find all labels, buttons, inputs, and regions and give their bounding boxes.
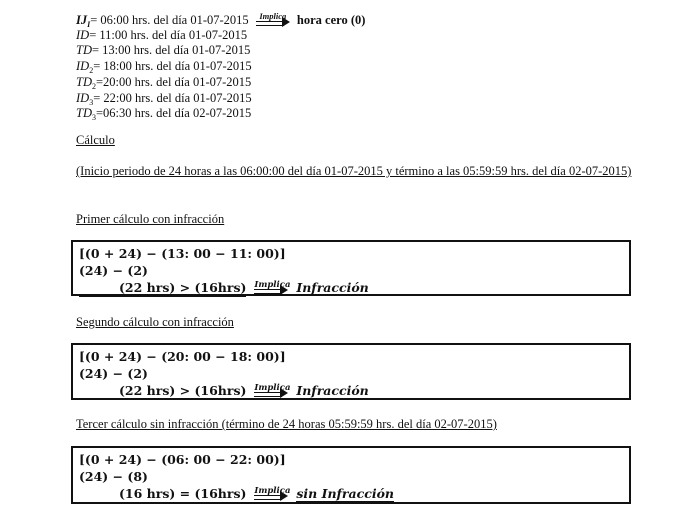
calc3-result: sin Infracción [296, 486, 394, 501]
time-symbol: ID [76, 59, 90, 73]
calc3-heading: Tercer cálculo sin infracción (término de 24 horas 05:59:59 hrs. del día 02-07-2015) [76, 417, 497, 431]
calc2-line3 [79, 382, 623, 400]
calc3-lhs: (16 hrs) = (16hrs) [79, 485, 246, 503]
time-value: =20:00 hrs. del día 01-07-2015 [95, 75, 252, 89]
calc2-box [71, 343, 631, 400]
periodo-paragraph: (Inicio periodo de 24 horas a las 06:00:00 del día 01-07-2015 y término a las 05:59:59 hrs. del día 02-07-2015) [76, 164, 632, 178]
calc2-result: Infracción [296, 383, 369, 398]
calc2-line2: (24) − (2) [79, 366, 148, 381]
arrow-label: Implica [259, 11, 287, 22]
time-symbol: ID [76, 28, 90, 42]
calc1-box [71, 240, 631, 296]
calc2-lhs: (22 hrs) > (16hrs) [79, 382, 246, 400]
calc1-result: Infracción [296, 280, 369, 295]
time-value: = 11:00 hrs. del día 01-07-2015 [89, 28, 248, 42]
time-line-td [76, 43, 250, 58]
arrow-label: Implica [254, 279, 291, 290]
time-value: = 18:00 hrs. del día 01-07-2015 [93, 59, 252, 73]
time-line-id [76, 28, 247, 43]
time-value: =06:30 hrs. del día 02-07-2015 [95, 106, 252, 120]
calc1-heading: Primer cálculo con infracción [76, 212, 225, 226]
time-subscript: I [87, 20, 91, 29]
calc2-heading: Segundo cálculo con infracción [76, 315, 234, 329]
time-subscript: 3 [89, 98, 94, 107]
implies-arrow [254, 382, 291, 399]
implies-arrow [254, 485, 291, 502]
time-subscript: 3 [91, 113, 96, 122]
calc3-line1: [(0 + 24) − (06: 00 − 22: 00)] [79, 452, 286, 467]
calculo-heading: Cálculo [76, 133, 115, 147]
arrow-label: Implica [254, 382, 291, 393]
calc2-line1: [(0 + 24) − (20: 00 − 18: 00)] [79, 349, 286, 364]
calc3-line2: (24) − (8) [79, 469, 148, 484]
calc1-line2: (24) − (2) [79, 263, 148, 278]
time-value: = 13:00 hrs. del día 01-07-2015 [91, 43, 251, 57]
time-symbol: TD [76, 75, 92, 89]
implies-arrow [254, 279, 291, 296]
calc1-line1: [(0 + 24) − (13: 00 − 11: 00)] [79, 246, 286, 261]
calc1-line3 [79, 279, 623, 297]
time-symbol: TD [76, 106, 92, 120]
time-subscript: 2 [89, 66, 94, 75]
calc3-box [71, 446, 631, 504]
calc1-lhs: (22 hrs) > (16hrs) [79, 279, 246, 297]
time-symbol: ID [76, 91, 90, 105]
calc3-line3 [79, 485, 623, 503]
arrow-label: Implica [254, 485, 291, 496]
implies-arrow [256, 11, 290, 28]
time-value: = 22:00 hrs. del día 01-07-2015 [93, 91, 252, 105]
time-value: = 06:00 hrs. del día 01-07-2015 [90, 13, 249, 27]
time-subscript: 2 [91, 82, 96, 91]
conclusion-text: hora cero (0) [296, 13, 366, 27]
time-symbol: IJ [76, 13, 88, 27]
time-line-td3 [76, 106, 251, 125]
time-symbol: TD [76, 43, 92, 57]
